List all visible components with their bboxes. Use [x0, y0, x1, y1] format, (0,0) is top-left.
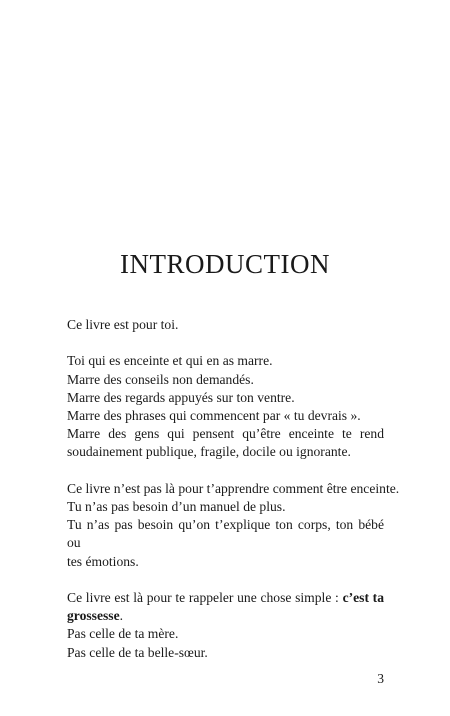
paragraph-4 — [67, 589, 384, 662]
text-line: Tu n’as pas besoin qu’on t’explique ton corps, ton bébé ou — [67, 517, 384, 551]
text-line: Marre des gens qui pensent qu’être enceinte te rend — [67, 426, 384, 442]
text-line — [67, 607, 384, 625]
text-line: Toi qui es enceinte et qui en as marre. — [67, 353, 273, 369]
text-run: Ce livre est là pour te rappeler une chose simple : — [67, 590, 339, 605]
text-line: Marre des regards appuyés sur ton ventre. — [67, 389, 295, 405]
text-line: Pas celle de ta mère. — [67, 626, 179, 642]
text-line: Pas celle de ta belle-sœur. — [67, 644, 208, 660]
text-line: Marre des conseils non demandés. — [67, 371, 254, 387]
text-line — [67, 589, 384, 607]
emphasis-text: c’est ta — [342, 590, 385, 605]
text-line: tes émotions. — [67, 553, 139, 569]
text-line: soudainement publique, fragile, docile ou ignorante. — [67, 444, 351, 460]
emphasis-text: grossesse — [67, 608, 120, 624]
text-run: . — [119, 608, 124, 624]
text-line: Marre des phrases qui commencent par « tu devrais ». — [67, 408, 361, 423]
text-line: Tu n’as pas besoin d’un manuel de plus. — [67, 499, 286, 514]
paragraph-2 — [67, 352, 384, 461]
page-number: 3 — [377, 671, 384, 686]
text-line: Ce livre est pour toi. — [67, 317, 179, 332]
paragraph-1 — [67, 316, 384, 334]
paragraph-3 — [67, 480, 400, 571]
chapter-body — [67, 316, 400, 680]
chapter-title: INTRODUCTION — [120, 249, 330, 279]
text-line: Ce livre n’est pas là pour t’apprendre comment être enceinte. — [67, 480, 400, 496]
